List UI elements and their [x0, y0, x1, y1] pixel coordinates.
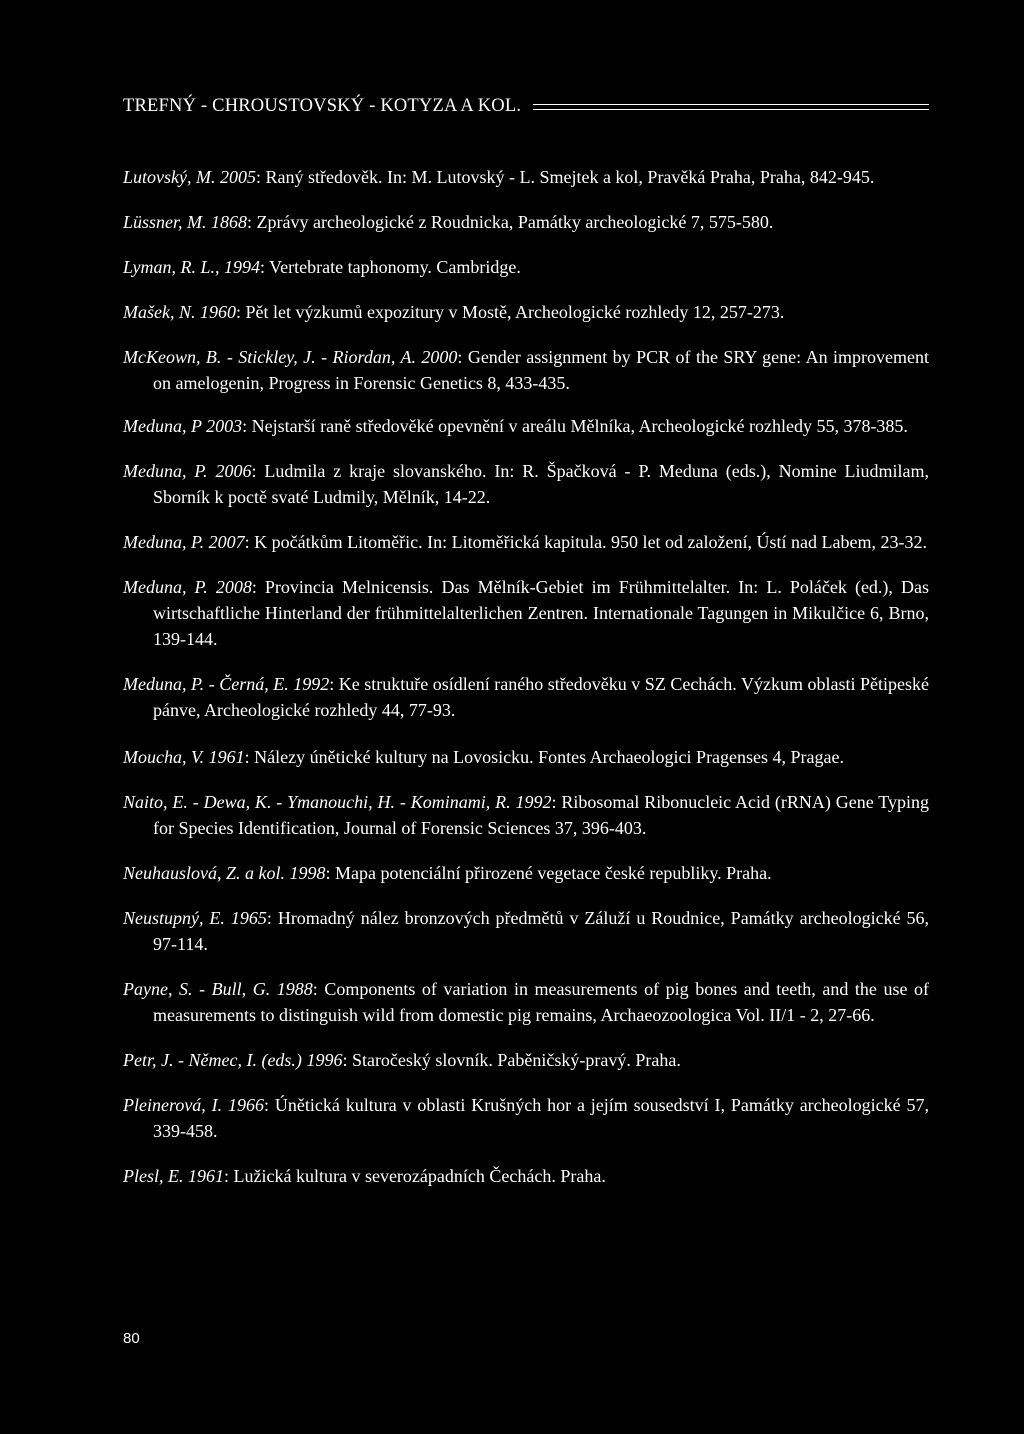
reference-authors: Meduna, P.: [123, 461, 216, 481]
reference-entry: [123, 574, 929, 652]
reference-entry: [123, 976, 929, 1028]
reference-text: : Ludmila z kraje slovanského. In: R. Špačková - P. Meduna (eds.), Nomine Liudmilam, Sborník k poctě svaté Ludmily, Mělník, 14-22.: [153, 461, 929, 507]
header-title: TREFNÝ - CHROUSTOVSKÝ - KOTYZA A KOL.: [123, 95, 522, 116]
reference-authors: Lyman, R. L.,: [123, 257, 224, 277]
reference-authors: Meduna, P: [123, 416, 207, 436]
reference-year: 1868: [211, 212, 248, 232]
reference-text: : K počátkům Litoměřic. In: Litoměřická kapitula. 950 let od založení, Ústí nad Labem, 23-32.: [244, 532, 927, 552]
reference-authors: Pleinerová, I.: [123, 1095, 229, 1115]
reference-authors: Mašek, N.: [123, 302, 200, 322]
reference-entry: [123, 529, 929, 555]
reference-text: : Staročeský slovník. Paběničský-pravý. Praha.: [342, 1050, 681, 1070]
reference-authors: Lüssner, M.: [123, 212, 212, 232]
reference-text: : Únětická kultura v oblasti Krušných hor a jejím sousedství I, Památky archeologické 57, 339-458.: [153, 1095, 929, 1141]
reference-entry: [123, 1092, 929, 1144]
reference-text: : Raný středověk. In: M. Lutovský - L. Smejtek a kol, Pravěká Praha, Praha, 842-945.: [255, 167, 875, 187]
reference-text: : Nálezy únětické kultury na Lovosicku. Fontes Archaeologici Pragenses 4, Pragae.: [244, 747, 845, 767]
reference-text: : Vertebrate taphonomy. Cambridge.: [259, 257, 521, 277]
reference-authors: Meduna, P.: [123, 577, 216, 597]
reference-text: : Components of variation in measurements of pig bones and teeth, and the use of measurements to distinguish wild from domestic pig remains, Archaeozoologica Vol. II/1 - 2, 27-66.: [153, 979, 929, 1025]
reference-year: 1996: [306, 1050, 343, 1070]
page-number: 80: [123, 1330, 140, 1347]
reference-year: 1998: [289, 863, 326, 883]
reference-text: : Nejstarší raně středověké opevnění v areálu Mělníka, Archeologické rozhledy 55, 378-385.: [242, 416, 908, 436]
reference-entry: [123, 905, 929, 957]
header-rule: [533, 104, 929, 110]
reference-entry: [123, 860, 929, 886]
reference-year: 1966: [228, 1095, 265, 1115]
reference-year: 2003: [206, 416, 243, 436]
reference-entry: [123, 1047, 929, 1073]
reference-year: 1994: [223, 257, 260, 277]
reference-text: : Lužická kultura v severozápadních Čechách. Praha.: [224, 1166, 606, 1186]
reference-authors: Naito, E. - Dewa, K. - Ymanouchi, H. - Kominami, R.: [123, 792, 516, 812]
reference-year: 1992: [515, 792, 552, 812]
reference-authors: Lutovský, M.: [123, 167, 220, 187]
reference-entry: [123, 744, 929, 770]
reference-entry: [123, 1163, 929, 1189]
reference-authors: Plesl, E.: [123, 1166, 188, 1186]
reference-entry: [123, 671, 929, 723]
reference-authors: Neustupný, E.: [123, 908, 231, 928]
reference-authors: Neuhauslová, Z. a kol.: [123, 863, 290, 883]
reference-list: [123, 164, 929, 1189]
reference-text: : Provincia Melnicensis. Das Mělník-Gebiet im Frühmittelalter. In: L. Poláček (ed.), Das wirtschaftliche Hinterland der frühmittelalterlichen Zentren. Internationale Tagungen in Mikulčice 6, Brno, 139-144.: [153, 577, 929, 649]
reference-text: : Ke struktuře osídlení raného středověku v SZ Cechách. Výzkum oblasti Pětipeské pánve, Archeologické rozhledy 44, 77-93.: [153, 674, 929, 720]
reference-authors: McKeown, B. - Stickley, J. - Riordan, A.: [123, 347, 422, 367]
reference-year: 2007: [208, 532, 245, 552]
reference-entry: [123, 789, 929, 841]
reference-year: 1965: [230, 908, 267, 928]
reference-text: : Hromadný nález bronzových předmětů v Záluží u Roudnice, Památky archeologické 56, 97-114.: [153, 908, 929, 954]
reference-entry: [123, 299, 929, 325]
reference-text: : Pět let výzkumů expozitury v Mostě, Archeologické rozhledy 12, 257-273.: [235, 302, 785, 322]
reference-year: 1992: [293, 674, 330, 694]
reference-entry: [123, 344, 929, 396]
reference-authors: Moucha, V.: [123, 747, 209, 767]
reference-entry: [123, 458, 929, 510]
reference-authors: Meduna, P. - Černá, E.: [123, 674, 294, 694]
reference-text: : Ribosomal Ribonucleic Acid (rRNA) Gene Typing for Species Identification, Journal of Forensic Sciences 37, 396-403.: [153, 792, 929, 838]
reference-year: 2000: [421, 347, 458, 367]
running-header: [123, 94, 929, 118]
reference-year: 1961: [208, 747, 245, 767]
reference-entry: [123, 254, 929, 280]
reference-authors: Payne, S. - Bull, G.: [123, 979, 277, 999]
reference-year: 2006: [215, 461, 252, 481]
reference-text: : Zprávy archeologické z Roudnicka, Památky archeologické 7, 575-580.: [247, 212, 774, 232]
reference-year: 2005: [219, 167, 256, 187]
reference-year: 1988: [276, 979, 313, 999]
reference-entry: [123, 164, 929, 190]
reference-entry: [123, 209, 929, 235]
reference-text: : Gender assignment by PCR of the SRY gene: An improvement on amelogenin, Progress in Forensic Genetics 8, 433-435.: [153, 347, 929, 393]
reference-year: 1961: [188, 1166, 224, 1186]
reference-text: : Mapa potenciální přirozené vegetace české republiky. Praha.: [325, 863, 772, 883]
reference-authors: Petr, J. - Němec, I. (eds.): [123, 1050, 307, 1070]
reference-entry: [123, 413, 929, 439]
reference-year: 1960: [199, 302, 236, 322]
reference-authors: Meduna, P.: [123, 532, 209, 552]
reference-year: 2008: [215, 577, 252, 597]
